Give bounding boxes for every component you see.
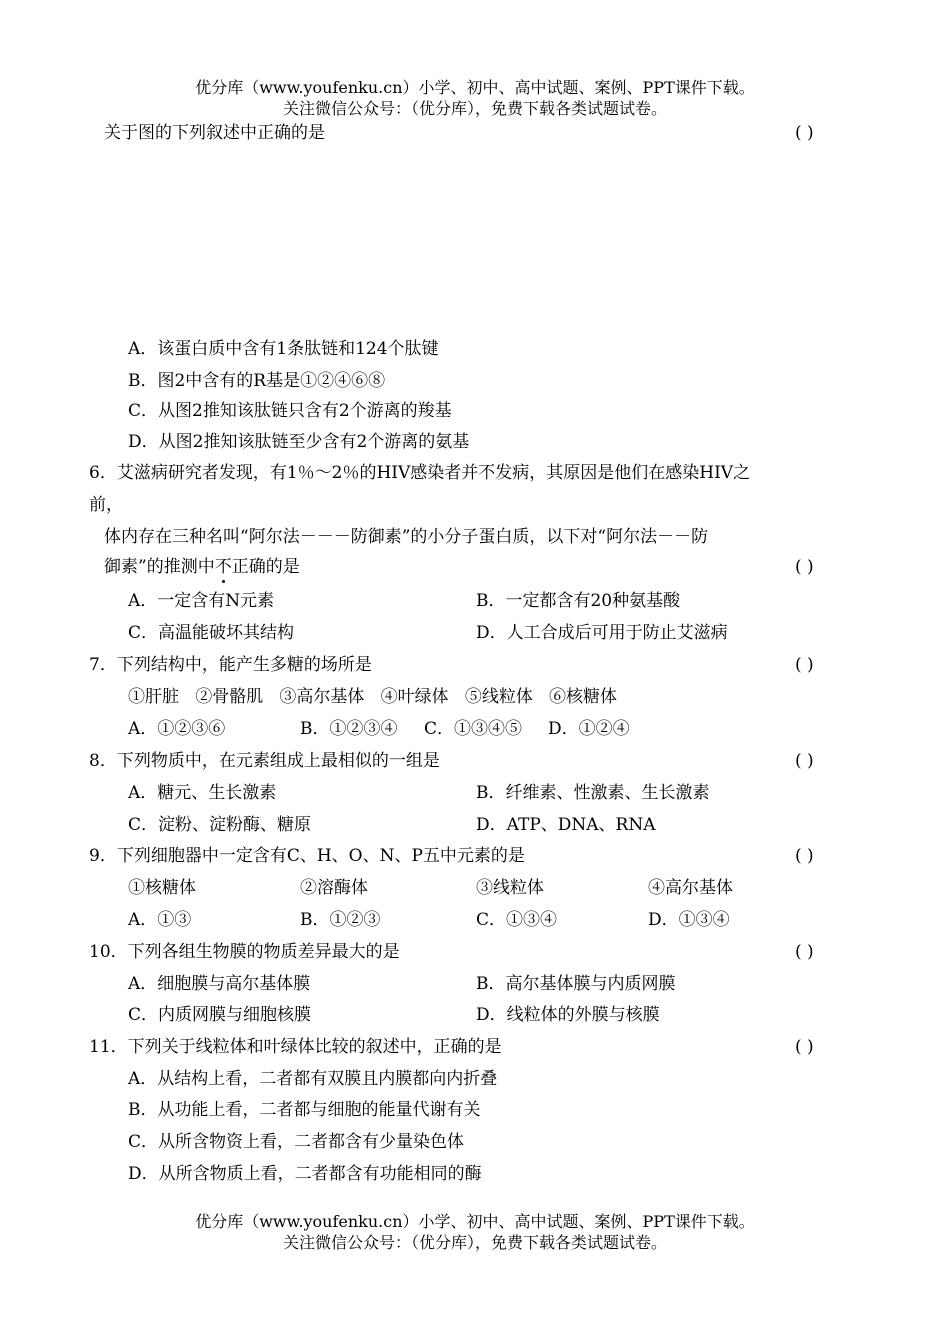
q9-option-d: D．①③④ xyxy=(648,910,730,930)
q6-emphasis-dot-char: 不 xyxy=(214,557,232,577)
q9-answer-paren: ( ) xyxy=(795,846,814,866)
q9-option-a: A．①③ xyxy=(128,910,192,930)
q7-items: ①肝脏 ②骨骼肌 ③高尔基体 ④叶绿体 ⑤线粒体 ⑥核糖体 xyxy=(128,687,618,707)
q11-stem: 11．下列关于线粒体和叶绿体比较的叙述中，正确的是 xyxy=(89,1037,502,1057)
q5-figure-placeholder xyxy=(104,150,834,330)
q9-item-2: ②溶酶体 xyxy=(300,878,368,898)
q10-answer-paren: ( ) xyxy=(795,942,814,962)
q8-option-c: C．淀粉、淀粉酶、糖原 xyxy=(128,815,312,835)
q6-stem-line-3: 体内存在三种名叫“阿尔法－－－防御素”的小分子蛋白质，以下对“阿尔法－－防 xyxy=(104,527,709,547)
q7-stem: 7．下列结构中，能产生多糖的场所是 xyxy=(89,655,372,675)
q9-item-3: ③线粒体 xyxy=(476,878,544,898)
q6-stem-line-4-pre: 御素”的推测中 xyxy=(104,557,215,577)
q5-answer-paren: ( ) xyxy=(795,123,814,143)
q9-item-4: ④高尔基体 xyxy=(648,878,733,898)
q11-option-b: B．从功能上看，二者都与细胞的能量代谢有关 xyxy=(128,1100,481,1120)
q6-answer-paren: ( ) xyxy=(795,557,814,577)
q7-option-a: A．①②③⑥ xyxy=(128,719,226,739)
q5-option-d: D．从图2推知该肽链至少含有2个游离的氨基 xyxy=(128,432,470,452)
q10-option-d: D．线粒体的外膜与核膜 xyxy=(476,1005,660,1025)
q7-answer-paren: ( ) xyxy=(795,655,814,675)
q6-option-b: B．一定都含有20种氨基酸 xyxy=(476,591,681,611)
q6-stem-line-4 xyxy=(104,556,300,578)
q8-option-b: B．纤维素、性激素、生长激素 xyxy=(476,783,710,803)
q9-item-1: ①核糖体 xyxy=(128,878,196,898)
q6-option-a: A．一定含有N元素 xyxy=(128,591,275,611)
q8-option-a: A．糖元、生长激素 xyxy=(128,783,277,803)
q11-option-c: C．从所含物资上看，二者都含有少量染色体 xyxy=(128,1132,465,1152)
footer-line-1: 优分库（www.youfenku.cn）小学、初中、高中试题、案例、PPT课件下载。 xyxy=(195,1212,755,1231)
q6-option-d: D．人工合成后可用于防止艾滋病 xyxy=(476,623,728,643)
q5-stem: 关于图的下列叙述中正确的是 xyxy=(104,123,325,143)
q8-answer-paren: ( ) xyxy=(795,751,814,771)
header-line-1: 优分库（www.youfenku.cn）小学、初中、高中试题、案例、PPT课件下载。 xyxy=(195,78,755,97)
header-line-2: 关注微信公众号：（优分库），免费下载各类试题试卷。 xyxy=(282,99,667,118)
q9-stem: 9．下列细胞器中一定含有C、H、O、N、P五中元素的是 xyxy=(89,846,525,866)
q9-option-b: B．①②③ xyxy=(300,910,381,930)
q8-stem: 8．下列物质中，在元素组成上最相似的一组是 xyxy=(89,751,440,771)
q5-option-b: B．图2中含有的R基是①②④⑥⑧ xyxy=(128,371,386,391)
q7-option-b: B．①②③④ xyxy=(300,719,398,739)
q10-option-a: A．细胞膜与高尔基体膜 xyxy=(128,974,311,994)
q11-answer-paren: ( ) xyxy=(795,1037,814,1057)
q10-option-c: C．内质网膜与细胞核膜 xyxy=(128,1005,312,1025)
footer-line-2: 关注微信公众号：（优分库），免费下载各类试题试卷。 xyxy=(282,1233,667,1252)
q11-option-a: A．从结构上看，二者都有双膜且内膜都向内折叠 xyxy=(128,1069,498,1089)
q8-option-d: D．ATP、DNA、RNA xyxy=(476,815,656,835)
q6-stem-line-1: 6．艾滋病研究者发现，有1％～2％的HIV感染者并不发病，其原因是他们在感染HIV之 xyxy=(89,463,751,483)
q6-option-c: C．高温能破坏其结构 xyxy=(128,623,295,643)
q11-option-d: D．从所含物质上看，二者都含有功能相同的酶 xyxy=(128,1164,482,1184)
q6-stem-line-4-post: 正确的是 xyxy=(231,557,300,577)
q7-option-c: C．①③④⑤ xyxy=(424,719,523,739)
q9-option-c: C．①③④ xyxy=(476,910,558,930)
q10-option-b: B．高尔基体膜与内质网膜 xyxy=(476,974,676,994)
q10-stem: 10．下列各组生物膜的物质差异最大的是 xyxy=(89,942,400,962)
q5-option-a: A．该蛋白质中含有1条肽链和124个肽键 xyxy=(128,339,439,359)
q5-option-c: C．从图2推知该肽链只含有2个游离的羧基 xyxy=(128,401,452,421)
q6-stem-line-2: 前， xyxy=(89,495,123,515)
q7-option-d: D．①②④ xyxy=(548,719,630,739)
